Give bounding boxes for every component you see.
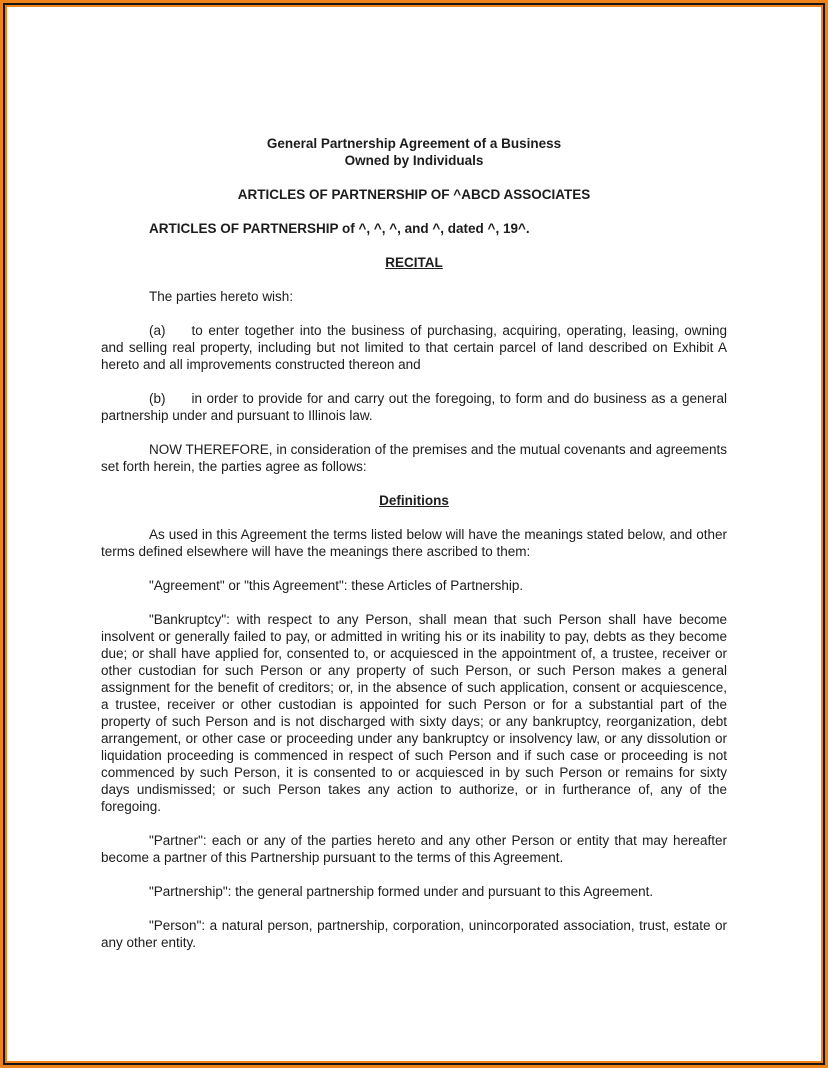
articles-heading: ARTICLES OF PARTNERSHIP OF ^ABCD ASSOCIATES <box>237 187 591 202</box>
document-title-line-2: Owned by Individuals <box>344 153 484 168</box>
recital-item-b <box>101 390 727 424</box>
definitions-intro: As used in this Agreement the terms listed below will have the meanings stated below, and other terms defined elsewhere will have the meanings there ascribed to them: <box>101 527 727 559</box>
definition-paragraph-agreement: "Agreement" or "this Agreement": these Articles of Partnership. <box>149 578 524 593</box>
recital-item-b-text: in order to provide for and carry out the foregoing, to form and do business as a general partnership under and pursuant to Illinois law. <box>101 391 727 423</box>
page-frame-middle <box>3 3 825 1065</box>
document-title <box>101 135 727 169</box>
articles-subheading: ARTICLES OF PARTNERSHIP of ^, ^, ^, and ^, dated ^, 19^. <box>149 221 530 236</box>
recital-item-a-label: (a) <box>149 323 166 338</box>
recital-item-a-text: to enter together into the business of purchasing, acquiring, operating, leasing, owning and selling real property, including but not limited to that certain parcel of land described on Exhibit A hereto and all improvements constructed thereon and <box>101 323 727 372</box>
now-therefore-paragraph: NOW THEREFORE, in consideration of the premises and the mutual covenants and agreements set forth herein, the parties agree as follows: <box>101 442 727 474</box>
recital-item-a <box>101 322 727 373</box>
document-page <box>7 7 821 951</box>
definition-paragraph-bankruptcy: "Bankruptcy": with respect to any Person, shall mean that such Person shall have become insolvent or generally failed to pay, or admitted in writing his or its inability to pay, debts as they become due; or shall have applied for, consented to, or acquiesced in the appointment of, a trustee, receiver or other custodian for such Person or any property of such Person, or such Person makes a general assignment for the benefit of creditors; or, in the absence of such application, consent or acquiescence, a trustee, receiver or other custodian is appointed for such Person or for a substantial part of the property of such Person and is not discharged with sixty days; or any bankruptcy, reorganization, debt arrangement, or other case or proceeding under any bankruptcy or insolvency law, or any dissolution or liquidation proceeding is commenced in respect of such Person and if such case or proceeding is not commenced by such Person, it is consented to or acquiesced in by such Person or remains for sixty days undismissed; or such Person takes any action to authorize, or in furtherance of, any of the foregoing. <box>101 612 727 814</box>
recital-heading: RECITAL <box>385 255 443 270</box>
definition-paragraph-partner: "Partner": each or any of the parties hereto and any other Person or entity that may hereafter become a partner of this Partnership pursuant to the terms of this Agreement. <box>101 833 727 865</box>
recital-intro: The parties hereto wish: <box>149 289 294 304</box>
recital-item-b-label: (b) <box>149 391 166 406</box>
document-title-line-1: General Partnership Agreement of a Business <box>266 136 562 151</box>
definition-paragraph-person: "Person": a natural person, partnership, corporation, unincorporated association, trust, estate or any other entity. <box>101 918 727 950</box>
page-frame-inner <box>5 5 823 1063</box>
definitions-heading: Definitions <box>379 493 449 508</box>
definition-paragraph-partnership: "Partnership": the general partnership formed under and pursuant to this Agreement. <box>149 884 654 899</box>
